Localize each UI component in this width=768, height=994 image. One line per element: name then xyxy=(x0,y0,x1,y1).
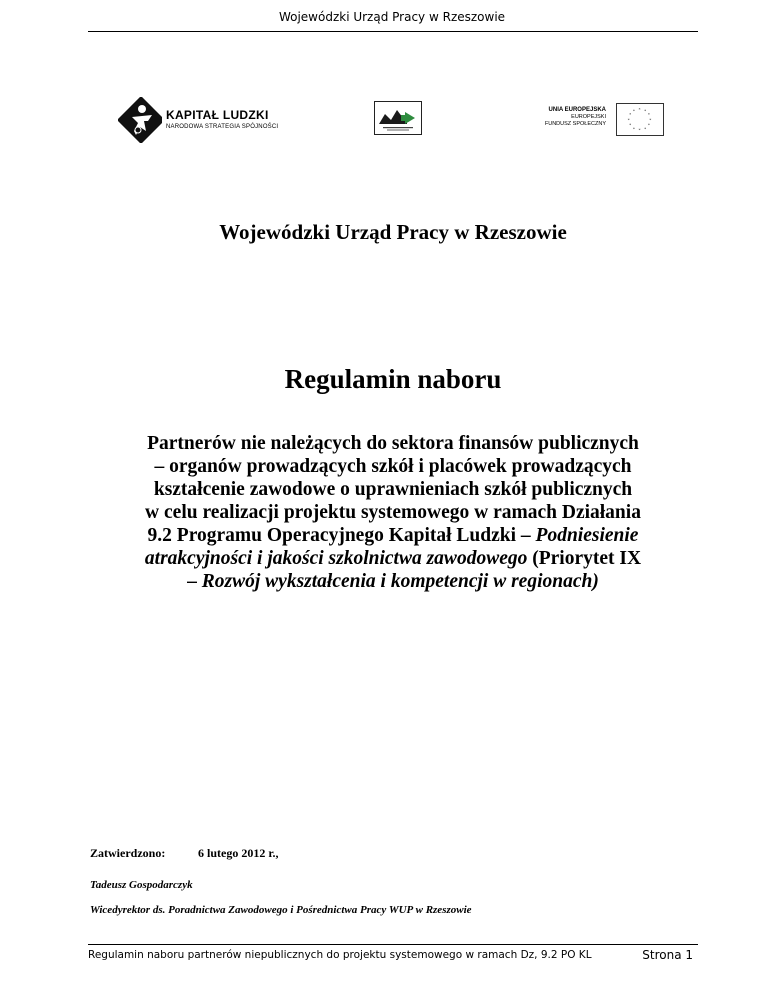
subtitle-line-5-plain: 9.2 Programu Operacyjnego Kapitał Ludzki – xyxy=(147,525,536,546)
eu-text xyxy=(545,107,606,128)
subtitle-line-5 xyxy=(88,524,698,547)
svg-text:*: * xyxy=(649,117,652,122)
svg-text:*: * xyxy=(627,117,630,122)
kapital-ludzki-icon xyxy=(118,97,162,143)
kapital-ludzki-subtitle: NARODOWA STRATEGIA SPÓJNOŚCI xyxy=(166,124,279,130)
eu-line1: UNIA EUROPEJSKA xyxy=(548,107,606,113)
subtitle-line-7 xyxy=(88,570,698,593)
footer-text: Regulamin naboru partnerów niepublicznych do projektu systemowego w ramach Dz, 9.2 PO KL xyxy=(88,949,592,961)
svg-text:*: * xyxy=(629,112,632,117)
subtitle-line-1: Partnerów nie należących do sektora finansów publicznych xyxy=(147,433,639,454)
wup-logo xyxy=(374,101,422,135)
subtitle-line-5-italic: Podniesienie xyxy=(535,525,639,546)
subtitle-line-3: kształcenie zawodowe o uprawnieniach szkół publicznych xyxy=(153,479,633,500)
svg-text:*: * xyxy=(638,107,641,112)
approval-block xyxy=(90,846,279,861)
svg-text:*: * xyxy=(632,108,635,113)
kapital-ludzki-logo xyxy=(110,95,295,145)
eu-logo xyxy=(540,101,670,137)
footer-divider xyxy=(88,944,698,945)
approval-label: Zatwierdzono: xyxy=(90,846,166,860)
subtitle-line-7-plain: – xyxy=(187,571,202,592)
page-header: Wojewódzki Urząd Pracy w Rzeszowie xyxy=(278,10,506,24)
document-subtitle xyxy=(88,432,698,593)
svg-text:*: * xyxy=(629,123,632,128)
kapital-ludzki-title: KAPITAŁ LUDZKI xyxy=(166,108,269,122)
svg-text:*: * xyxy=(632,126,635,131)
header-divider xyxy=(88,31,698,32)
logo-bar xyxy=(110,95,670,145)
document-title: Regulamin naboru xyxy=(284,364,502,394)
eu-line3: FUNDUSZ SPOŁECZNY xyxy=(544,121,606,127)
svg-text:*: * xyxy=(644,126,647,131)
subtitle-line-6 xyxy=(88,547,698,570)
subtitle-line-6-italic: atrakcyjności i jakości szkolnictwa zawodowego xyxy=(144,548,528,569)
subtitle-line-7-italic: Rozwój wykształcenia i kompetencji w regionach) xyxy=(201,571,599,592)
signer-role: Wicedyrektor ds. Poradnictwa Zawodowego i Pośrednictwa Pracy WUP w Rzeszowie xyxy=(90,904,472,916)
svg-text:*: * xyxy=(638,128,641,133)
svg-text:*: * xyxy=(644,108,647,113)
institution-title: Wojewódzki Urząd Pracy w Rzeszowie xyxy=(219,220,567,244)
signer-name: Tadeusz Gospodarczyk xyxy=(90,879,193,891)
page-number: Strona 1 xyxy=(642,948,693,962)
wup-logo-icon xyxy=(375,102,421,134)
subtitle-line-4: w celu realizacji projektu systemowego w ramach Działania xyxy=(145,502,641,523)
subtitle-line-2: – organów prowadzących szkół i placówek prowadzących xyxy=(154,456,632,477)
svg-text:*: * xyxy=(647,123,650,128)
svg-text:*: * xyxy=(647,112,650,117)
approval-date: 6 lutego 2012 r., xyxy=(198,846,279,860)
eu-line2: EUROPEJSKI xyxy=(571,114,606,120)
eu-flag-icon xyxy=(616,103,664,136)
subtitle-line-6-plain: (Priorytet IX xyxy=(527,548,642,569)
